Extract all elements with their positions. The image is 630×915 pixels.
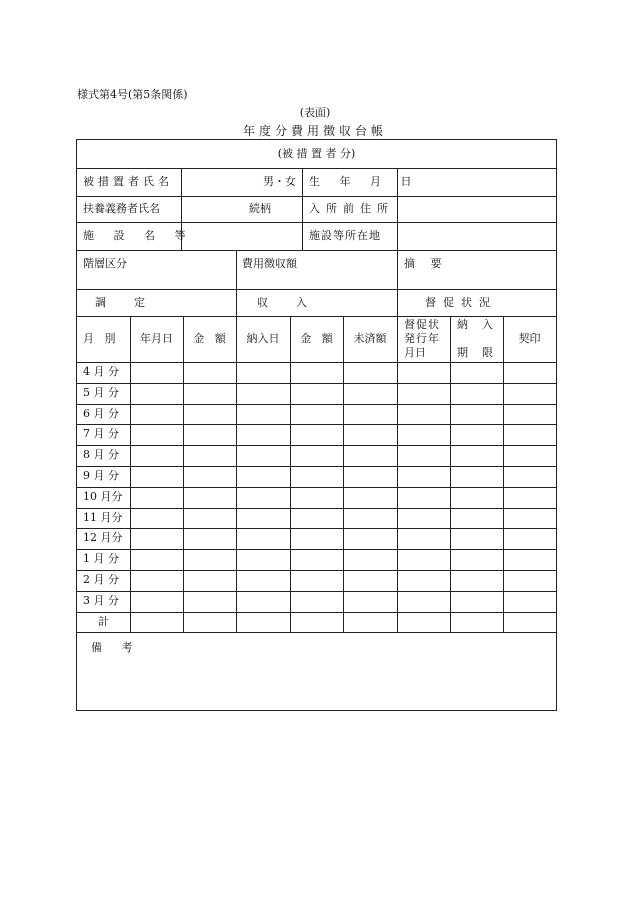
month-label: 3 月 分 xyxy=(83,594,119,607)
col-seal: 契印 xyxy=(518,332,541,345)
rule xyxy=(302,168,303,250)
rule xyxy=(77,222,556,223)
col-notice-issued-1: 督促状 xyxy=(404,318,440,331)
rule xyxy=(77,362,556,363)
rule xyxy=(343,316,344,632)
form-number: 様式第4号(第5条関係) xyxy=(77,88,188,101)
facility-address-label: 施設等所在地 xyxy=(309,229,381,242)
total-label: 計 xyxy=(98,615,109,628)
rule xyxy=(236,250,237,289)
month-label: 9 月 分 xyxy=(83,469,119,482)
rule xyxy=(77,196,556,197)
month-label: 10 月分 xyxy=(83,490,123,503)
col-due-1: 納 入 xyxy=(457,318,493,331)
relation-label: 続柄 xyxy=(249,202,271,215)
month-label: 8 月 分 xyxy=(83,448,119,461)
rule xyxy=(290,316,291,632)
rule xyxy=(450,316,451,632)
form-title: 年度分費用徴収台帳 xyxy=(242,124,387,138)
birth-label: 生 年 月 日 xyxy=(309,175,420,188)
sex-options: 男・女 xyxy=(263,175,296,188)
rule xyxy=(77,289,556,290)
rule xyxy=(77,528,556,529)
rule xyxy=(77,445,556,446)
prev-address-label: 入所前住所 xyxy=(309,202,394,215)
rule xyxy=(130,316,131,632)
group-receipt: 収 入 xyxy=(257,296,307,309)
col-notice-issued-2: 発行年 xyxy=(404,332,440,345)
col-date: 年月日 xyxy=(140,332,173,345)
rule xyxy=(397,316,398,632)
group-dunning: 督 促 状 況 xyxy=(425,296,490,309)
col-amount2: 金 額 xyxy=(300,332,333,345)
rule xyxy=(77,404,556,405)
rule xyxy=(77,570,556,571)
rule xyxy=(77,632,556,633)
rule xyxy=(77,549,556,550)
month-label: 2 月 分 xyxy=(83,573,119,586)
rule xyxy=(77,487,556,488)
rule xyxy=(236,289,237,316)
rule xyxy=(77,466,556,467)
rule xyxy=(77,250,556,251)
rule xyxy=(77,612,556,613)
month-label: 12 月分 xyxy=(83,531,123,544)
col-amount: 金 額 xyxy=(193,332,226,345)
remarks-label: 備 考 xyxy=(91,641,141,654)
fee-label: 費用徴収額 xyxy=(242,257,297,270)
facility-label: 施 設 名 等 xyxy=(83,229,194,242)
side-label: (表面) xyxy=(299,106,331,119)
rule xyxy=(503,316,504,632)
rule xyxy=(77,591,556,592)
summary-label: 摘 要 xyxy=(404,257,448,270)
col-notice-issued-3: 月日 xyxy=(404,346,426,359)
month-label: 11 月分 xyxy=(83,511,123,524)
rule xyxy=(397,289,398,316)
col-paid-date: 納入日 xyxy=(246,332,280,345)
guardian-label: 扶養義務者氏名 xyxy=(83,202,160,215)
rule xyxy=(77,424,556,425)
name-label: 被措置者氏名 xyxy=(83,175,173,188)
col-due-2: 期 限 xyxy=(457,346,493,359)
month-label: 7 月 分 xyxy=(83,427,119,440)
month-label: 4 月 分 xyxy=(83,365,119,378)
rule xyxy=(397,250,398,289)
month-label: 1 月 分 xyxy=(83,552,119,565)
month-label: 6 月 分 xyxy=(83,407,119,420)
col-month: 月 別 xyxy=(83,332,116,345)
rule xyxy=(236,316,237,632)
tier-label: 階層区分 xyxy=(83,257,127,270)
rule xyxy=(77,316,556,317)
rule xyxy=(183,316,184,632)
col-unpaid: 未済額 xyxy=(353,332,387,345)
month-label: 5 月 分 xyxy=(83,386,119,399)
group-assessment: 調 定 xyxy=(95,296,145,309)
section-title: (被 措 置 者 分) xyxy=(277,147,356,160)
rule xyxy=(77,168,556,169)
rule xyxy=(77,508,556,509)
ledger-table xyxy=(76,139,557,711)
rule xyxy=(77,383,556,384)
